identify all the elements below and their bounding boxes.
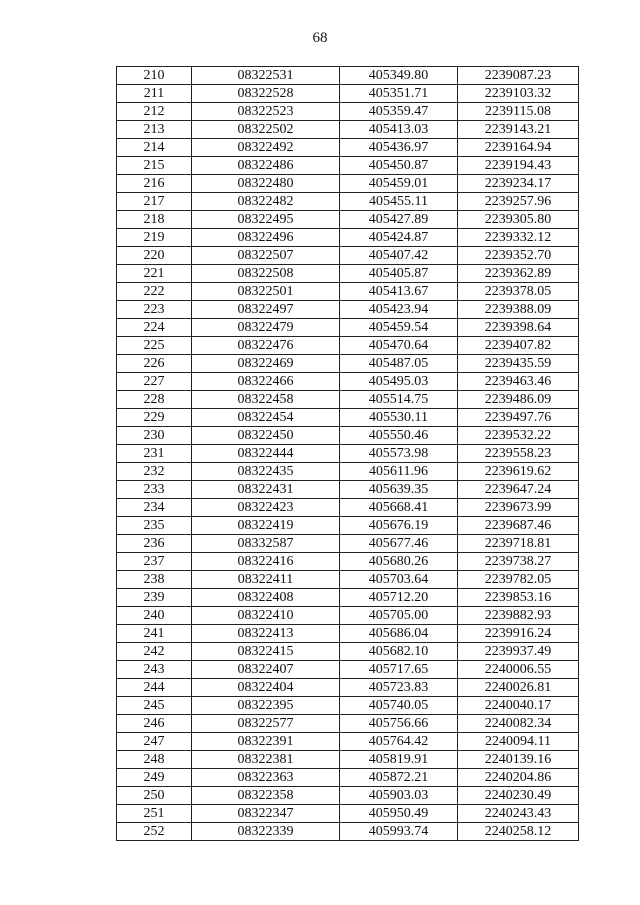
x-coordinate-cell: 405950.49 xyxy=(340,805,458,823)
table-row xyxy=(117,517,579,535)
point-id-cell: 08322458 xyxy=(192,391,340,409)
y-coordinate-cell: 2239257.96 xyxy=(458,193,579,211)
row-number-cell: 222 xyxy=(117,283,192,301)
x-coordinate-cell: 405682.10 xyxy=(340,643,458,661)
y-coordinate-cell: 2239435.59 xyxy=(458,355,579,373)
point-id-cell: 08322476 xyxy=(192,337,340,355)
x-coordinate-cell: 405436.97 xyxy=(340,139,458,157)
table-body xyxy=(117,67,579,841)
x-coordinate-cell: 405677.46 xyxy=(340,535,458,553)
y-coordinate-cell: 2239362.89 xyxy=(458,265,579,283)
table-row xyxy=(117,715,579,733)
table-row xyxy=(117,67,579,85)
table-row xyxy=(117,499,579,517)
point-id-cell: 08322486 xyxy=(192,157,340,175)
row-number-cell: 247 xyxy=(117,733,192,751)
y-coordinate-cell: 2239332.12 xyxy=(458,229,579,247)
y-coordinate-cell: 2240230.49 xyxy=(458,787,579,805)
row-number-cell: 224 xyxy=(117,319,192,337)
y-coordinate-cell: 2239463.46 xyxy=(458,373,579,391)
coordinates-table xyxy=(116,66,579,841)
y-coordinate-cell: 2239937.49 xyxy=(458,643,579,661)
point-id-cell: 08322413 xyxy=(192,625,340,643)
point-id-cell: 08322492 xyxy=(192,139,340,157)
row-number-cell: 216 xyxy=(117,175,192,193)
x-coordinate-cell: 405756.66 xyxy=(340,715,458,733)
x-coordinate-cell: 405424.87 xyxy=(340,229,458,247)
y-coordinate-cell: 2240006.55 xyxy=(458,661,579,679)
row-number-cell: 246 xyxy=(117,715,192,733)
table-row xyxy=(117,463,579,481)
x-coordinate-cell: 405723.83 xyxy=(340,679,458,697)
y-coordinate-cell: 2239103.32 xyxy=(458,85,579,103)
row-number-cell: 243 xyxy=(117,661,192,679)
row-number-cell: 237 xyxy=(117,553,192,571)
point-id-cell: 08322410 xyxy=(192,607,340,625)
table-row xyxy=(117,391,579,409)
table-row xyxy=(117,103,579,121)
y-coordinate-cell: 2239388.09 xyxy=(458,301,579,319)
row-number-cell: 231 xyxy=(117,445,192,463)
table-row xyxy=(117,247,579,265)
table-row xyxy=(117,229,579,247)
table-row xyxy=(117,751,579,769)
table-row xyxy=(117,445,579,463)
page-number: 68 xyxy=(312,30,328,46)
row-number-cell: 215 xyxy=(117,157,192,175)
row-number-cell: 240 xyxy=(117,607,192,625)
row-number-cell: 238 xyxy=(117,571,192,589)
point-id-cell: 08322404 xyxy=(192,679,340,697)
x-coordinate-cell: 405993.74 xyxy=(340,823,458,841)
y-coordinate-cell: 2240243.43 xyxy=(458,805,579,823)
table-row xyxy=(117,121,579,139)
x-coordinate-cell: 405717.65 xyxy=(340,661,458,679)
x-coordinate-cell: 405611.96 xyxy=(340,463,458,481)
table-row xyxy=(117,553,579,571)
x-coordinate-cell: 405514.75 xyxy=(340,391,458,409)
table-row xyxy=(117,607,579,625)
y-coordinate-cell: 2239305.80 xyxy=(458,211,579,229)
y-coordinate-cell: 2239234.17 xyxy=(458,175,579,193)
row-number-cell: 241 xyxy=(117,625,192,643)
point-id-cell: 08322358 xyxy=(192,787,340,805)
table-row xyxy=(117,823,579,841)
point-id-cell: 08322466 xyxy=(192,373,340,391)
point-id-cell: 08322435 xyxy=(192,463,340,481)
row-number-cell: 219 xyxy=(117,229,192,247)
row-number-cell: 230 xyxy=(117,427,192,445)
point-id-cell: 08322347 xyxy=(192,805,340,823)
point-id-cell: 08322469 xyxy=(192,355,340,373)
point-id-cell: 08322431 xyxy=(192,481,340,499)
table-row xyxy=(117,661,579,679)
row-number-cell: 228 xyxy=(117,391,192,409)
row-number-cell: 227 xyxy=(117,373,192,391)
row-number-cell: 212 xyxy=(117,103,192,121)
point-id-cell: 08322479 xyxy=(192,319,340,337)
row-number-cell: 245 xyxy=(117,697,192,715)
table-row xyxy=(117,589,579,607)
x-coordinate-cell: 405455.11 xyxy=(340,193,458,211)
point-id-cell: 08322577 xyxy=(192,715,340,733)
point-id-cell: 08322508 xyxy=(192,265,340,283)
point-id-cell: 08322363 xyxy=(192,769,340,787)
point-id-cell: 08322416 xyxy=(192,553,340,571)
y-coordinate-cell: 2239164.94 xyxy=(458,139,579,157)
table-row xyxy=(117,265,579,283)
y-coordinate-cell: 2239497.76 xyxy=(458,409,579,427)
x-coordinate-cell: 405668.41 xyxy=(340,499,458,517)
y-coordinate-cell: 2239143.21 xyxy=(458,121,579,139)
x-coordinate-cell: 405351.71 xyxy=(340,85,458,103)
point-id-cell: 08322496 xyxy=(192,229,340,247)
table-row xyxy=(117,625,579,643)
y-coordinate-cell: 2239087.23 xyxy=(458,67,579,85)
row-number-cell: 236 xyxy=(117,535,192,553)
x-coordinate-cell: 405349.80 xyxy=(340,67,458,85)
row-number-cell: 252 xyxy=(117,823,192,841)
row-number-cell: 239 xyxy=(117,589,192,607)
table-row xyxy=(117,337,579,355)
point-id-cell: 08332587 xyxy=(192,535,340,553)
point-id-cell: 08322480 xyxy=(192,175,340,193)
table-row xyxy=(117,301,579,319)
point-id-cell: 08322528 xyxy=(192,85,340,103)
row-number-cell: 232 xyxy=(117,463,192,481)
x-coordinate-cell: 405459.54 xyxy=(340,319,458,337)
y-coordinate-cell: 2239782.05 xyxy=(458,571,579,589)
x-coordinate-cell: 405705.00 xyxy=(340,607,458,625)
row-number-cell: 233 xyxy=(117,481,192,499)
x-coordinate-cell: 405819.91 xyxy=(340,751,458,769)
row-number-cell: 234 xyxy=(117,499,192,517)
table-row xyxy=(117,139,579,157)
x-coordinate-cell: 405530.11 xyxy=(340,409,458,427)
x-coordinate-cell: 405573.98 xyxy=(340,445,458,463)
x-coordinate-cell: 405686.04 xyxy=(340,625,458,643)
y-coordinate-cell: 2240026.81 xyxy=(458,679,579,697)
table-row xyxy=(117,211,579,229)
x-coordinate-cell: 405487.05 xyxy=(340,355,458,373)
row-number-cell: 210 xyxy=(117,67,192,85)
row-number-cell: 250 xyxy=(117,787,192,805)
point-id-cell: 08322395 xyxy=(192,697,340,715)
point-id-cell: 08322495 xyxy=(192,211,340,229)
x-coordinate-cell: 405764.42 xyxy=(340,733,458,751)
y-coordinate-cell: 2239673.99 xyxy=(458,499,579,517)
y-coordinate-cell: 2240204.86 xyxy=(458,769,579,787)
y-coordinate-cell: 2239378.05 xyxy=(458,283,579,301)
point-id-cell: 08322497 xyxy=(192,301,340,319)
table-row xyxy=(117,481,579,499)
y-coordinate-cell: 2240258.12 xyxy=(458,823,579,841)
point-id-cell: 08322408 xyxy=(192,589,340,607)
point-id-cell: 08322501 xyxy=(192,283,340,301)
table-row xyxy=(117,679,579,697)
x-coordinate-cell: 405359.47 xyxy=(340,103,458,121)
y-coordinate-cell: 2239718.81 xyxy=(458,535,579,553)
table-row xyxy=(117,571,579,589)
y-coordinate-cell: 2239916.24 xyxy=(458,625,579,643)
table-row xyxy=(117,697,579,715)
table-row xyxy=(117,733,579,751)
y-coordinate-cell: 2240139.16 xyxy=(458,751,579,769)
table-row xyxy=(117,319,579,337)
table-row xyxy=(117,805,579,823)
point-id-cell: 08322339 xyxy=(192,823,340,841)
point-id-cell: 08322415 xyxy=(192,643,340,661)
point-id-cell: 08322423 xyxy=(192,499,340,517)
y-coordinate-cell: 2239853.16 xyxy=(458,589,579,607)
row-number-cell: 213 xyxy=(117,121,192,139)
table-row xyxy=(117,373,579,391)
row-number-cell: 235 xyxy=(117,517,192,535)
table-row xyxy=(117,643,579,661)
table-row xyxy=(117,175,579,193)
point-id-cell: 08322381 xyxy=(192,751,340,769)
row-number-cell: 229 xyxy=(117,409,192,427)
x-coordinate-cell: 405680.26 xyxy=(340,553,458,571)
table-row xyxy=(117,787,579,805)
point-id-cell: 08322450 xyxy=(192,427,340,445)
row-number-cell: 220 xyxy=(117,247,192,265)
table-row xyxy=(117,769,579,787)
point-id-cell: 08322391 xyxy=(192,733,340,751)
x-coordinate-cell: 405407.42 xyxy=(340,247,458,265)
y-coordinate-cell: 2239738.27 xyxy=(458,553,579,571)
x-coordinate-cell: 405676.19 xyxy=(340,517,458,535)
point-id-cell: 08322507 xyxy=(192,247,340,265)
row-number-cell: 217 xyxy=(117,193,192,211)
y-coordinate-cell: 2239352.70 xyxy=(458,247,579,265)
row-number-cell: 242 xyxy=(117,643,192,661)
table-row xyxy=(117,193,579,211)
y-coordinate-cell: 2239647.24 xyxy=(458,481,579,499)
point-id-cell: 08322502 xyxy=(192,121,340,139)
x-coordinate-cell: 405872.21 xyxy=(340,769,458,787)
point-id-cell: 08322444 xyxy=(192,445,340,463)
row-number-cell: 221 xyxy=(117,265,192,283)
point-id-cell: 08322454 xyxy=(192,409,340,427)
row-number-cell: 214 xyxy=(117,139,192,157)
x-coordinate-cell: 405450.87 xyxy=(340,157,458,175)
y-coordinate-cell: 2239882.93 xyxy=(458,607,579,625)
x-coordinate-cell: 405413.03 xyxy=(340,121,458,139)
table-row xyxy=(117,355,579,373)
row-number-cell: 249 xyxy=(117,769,192,787)
x-coordinate-cell: 405703.64 xyxy=(340,571,458,589)
point-id-cell: 08322407 xyxy=(192,661,340,679)
row-number-cell: 223 xyxy=(117,301,192,319)
row-number-cell: 218 xyxy=(117,211,192,229)
x-coordinate-cell: 405712.20 xyxy=(340,589,458,607)
table-row xyxy=(117,85,579,103)
row-number-cell: 244 xyxy=(117,679,192,697)
y-coordinate-cell: 2239398.64 xyxy=(458,319,579,337)
x-coordinate-cell: 405740.05 xyxy=(340,697,458,715)
point-id-cell: 08322523 xyxy=(192,103,340,121)
table-row xyxy=(117,535,579,553)
row-number-cell: 226 xyxy=(117,355,192,373)
x-coordinate-cell: 405459.01 xyxy=(340,175,458,193)
y-coordinate-cell: 2239532.22 xyxy=(458,427,579,445)
y-coordinate-cell: 2239558.23 xyxy=(458,445,579,463)
x-coordinate-cell: 405470.64 xyxy=(340,337,458,355)
y-coordinate-cell: 2239115.08 xyxy=(458,103,579,121)
table-row xyxy=(117,157,579,175)
row-number-cell: 211 xyxy=(117,85,192,103)
row-number-cell: 248 xyxy=(117,751,192,769)
x-coordinate-cell: 405405.87 xyxy=(340,265,458,283)
x-coordinate-cell: 405639.35 xyxy=(340,481,458,499)
y-coordinate-cell: 2239619.62 xyxy=(458,463,579,481)
point-id-cell: 08322411 xyxy=(192,571,340,589)
table-row xyxy=(117,409,579,427)
table-row xyxy=(117,427,579,445)
y-coordinate-cell: 2240094.11 xyxy=(458,733,579,751)
row-number-cell: 251 xyxy=(117,805,192,823)
point-id-cell: 08322531 xyxy=(192,67,340,85)
point-id-cell: 08322482 xyxy=(192,193,340,211)
table-row xyxy=(117,283,579,301)
y-coordinate-cell: 2240040.17 xyxy=(458,697,579,715)
x-coordinate-cell: 405550.46 xyxy=(340,427,458,445)
x-coordinate-cell: 405903.03 xyxy=(340,787,458,805)
x-coordinate-cell: 405495.03 xyxy=(340,373,458,391)
row-number-cell: 225 xyxy=(117,337,192,355)
y-coordinate-cell: 2239407.82 xyxy=(458,337,579,355)
point-id-cell: 08322419 xyxy=(192,517,340,535)
y-coordinate-cell: 2240082.34 xyxy=(458,715,579,733)
y-coordinate-cell: 2239687.46 xyxy=(458,517,579,535)
y-coordinate-cell: 2239486.09 xyxy=(458,391,579,409)
x-coordinate-cell: 405413.67 xyxy=(340,283,458,301)
x-coordinate-cell: 405423.94 xyxy=(340,301,458,319)
y-coordinate-cell: 2239194.43 xyxy=(458,157,579,175)
x-coordinate-cell: 405427.89 xyxy=(340,211,458,229)
